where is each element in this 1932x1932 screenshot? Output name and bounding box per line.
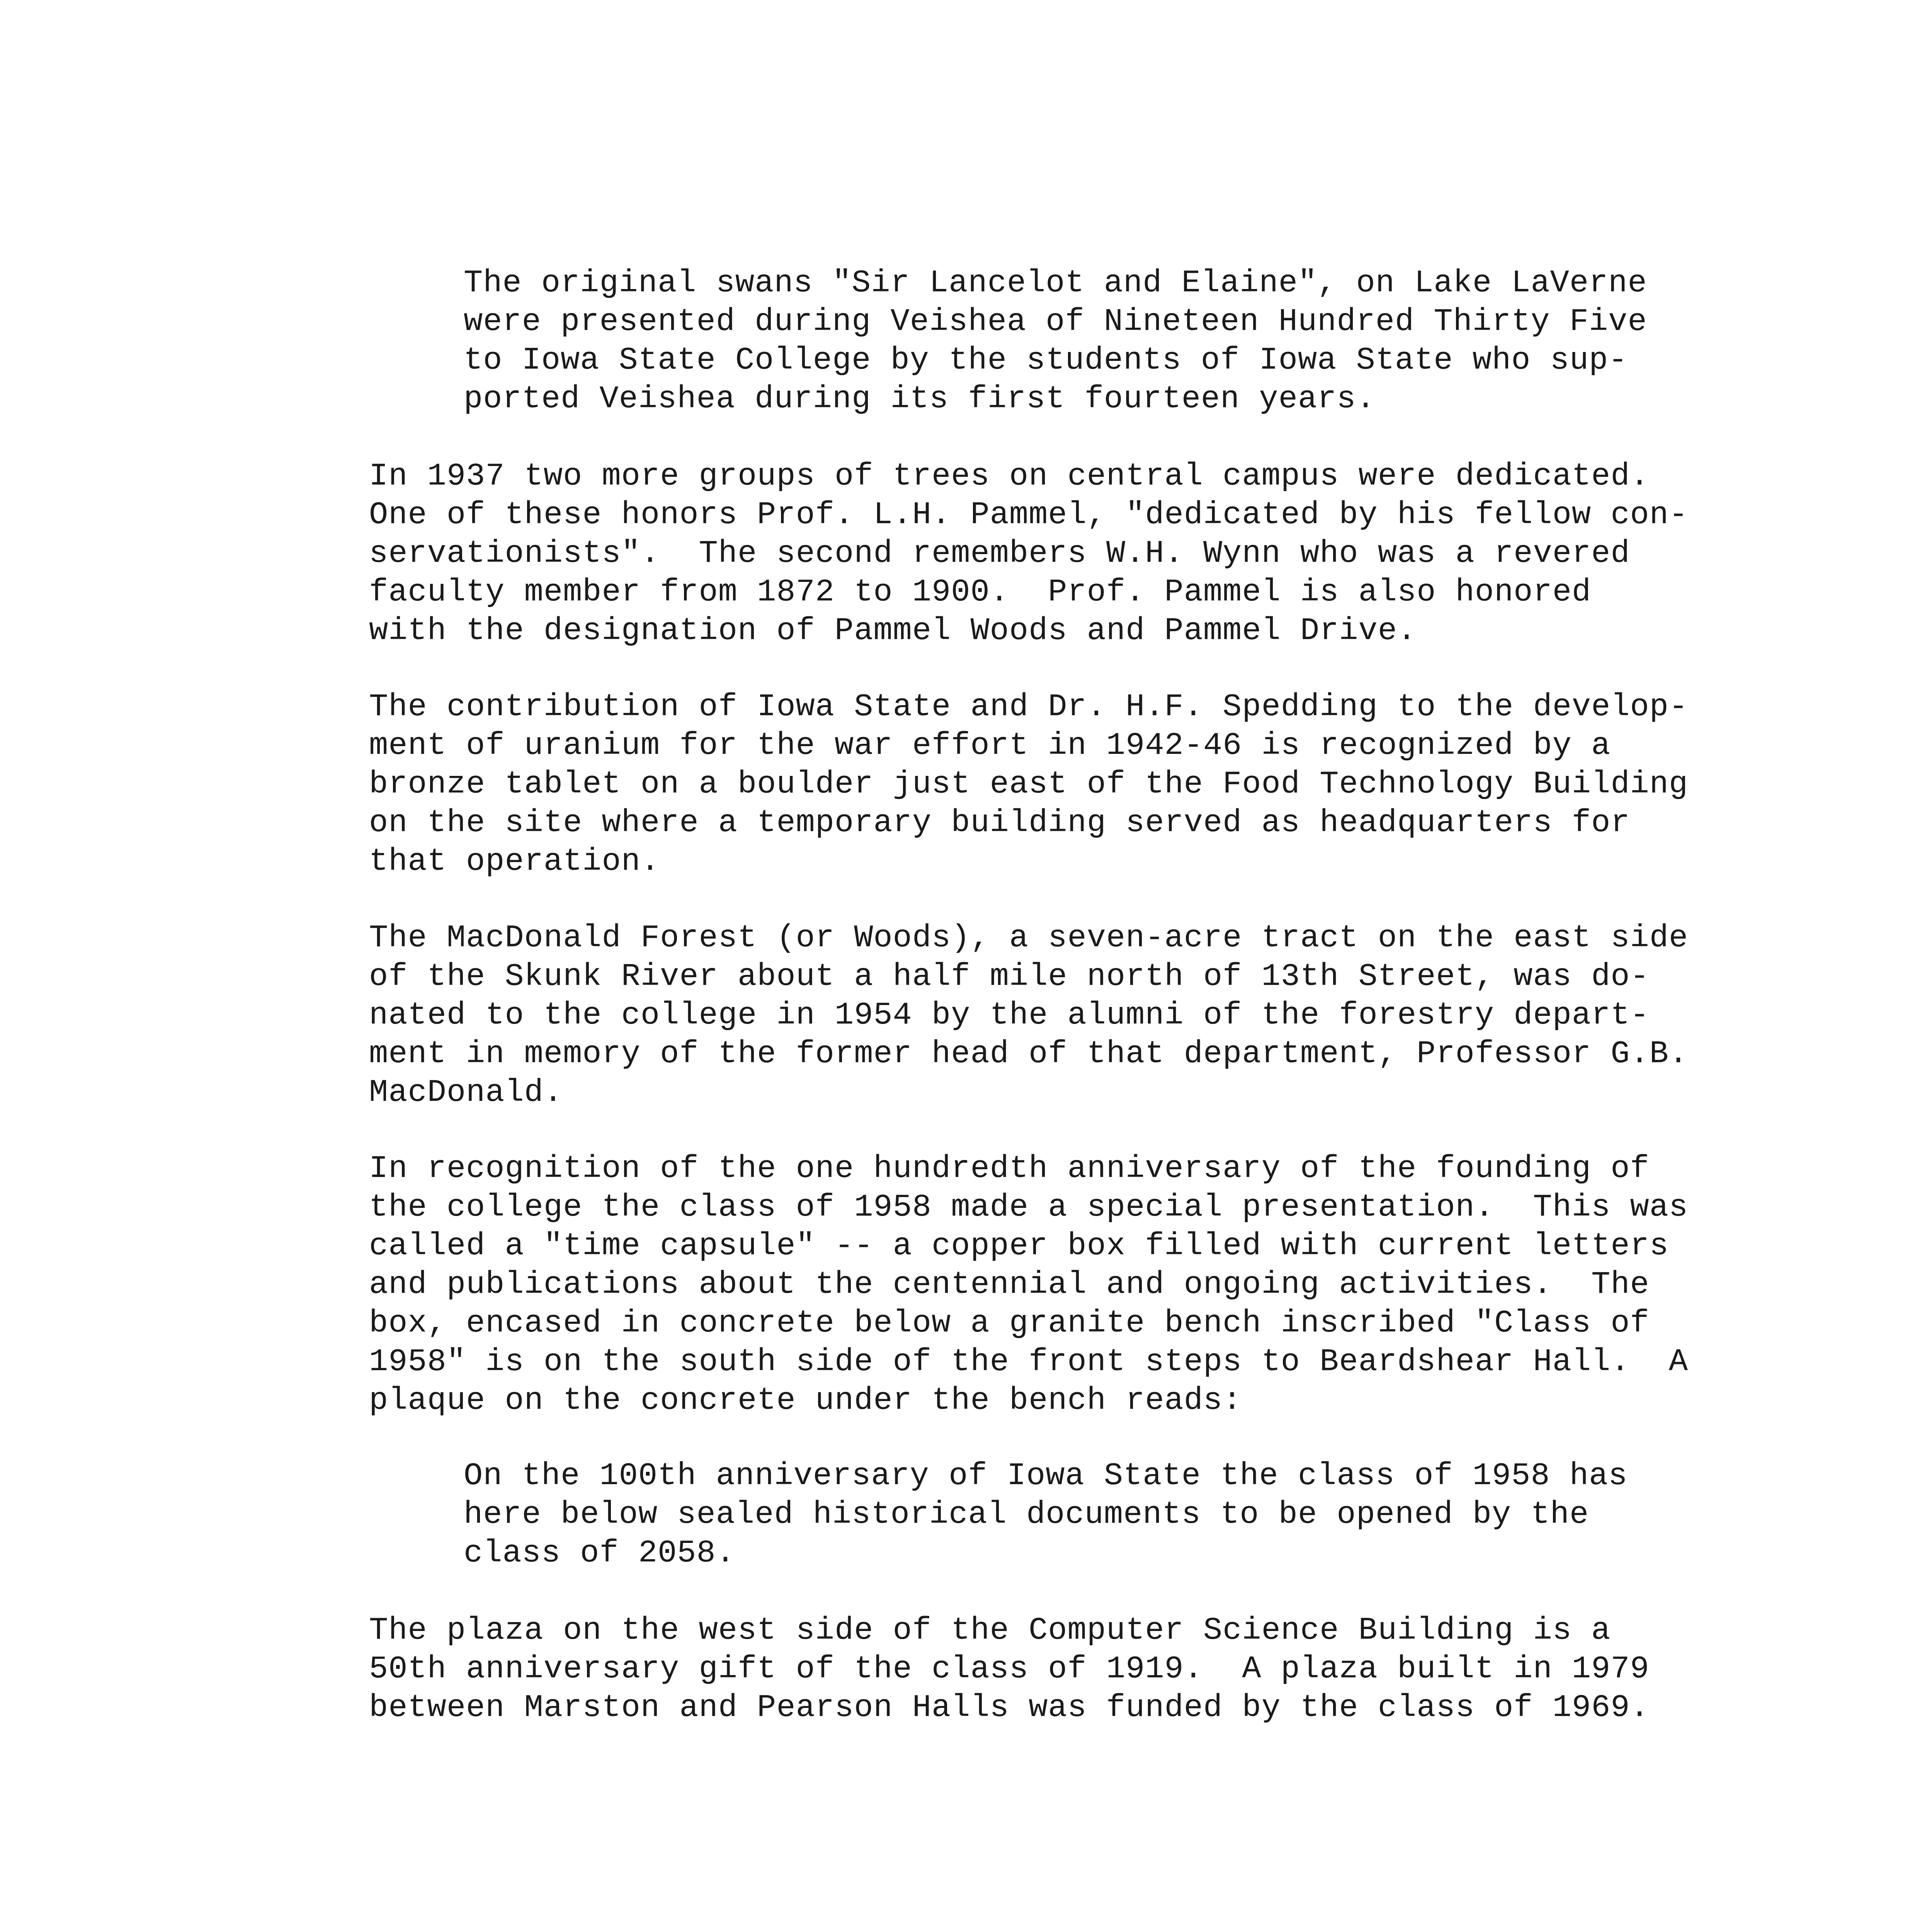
text-line: bronze tablet on a boulder just east of the Food Technology Building — [369, 766, 1689, 802]
text-line: 50th anniversary gift of the class of 1919. A plaza built in 1979 — [369, 1651, 1650, 1687]
paragraph-macdonald-forest — [369, 919, 1688, 1112]
text-line: The MacDonald Forest (or Woods), a seven-acre tract on the east side — [369, 920, 1689, 956]
text-line: box, encased in concrete below a granite bench inscribed "Class of — [369, 1305, 1650, 1341]
text-line: nated to the college in 1954 by the alumni of the forestry depart- — [369, 997, 1650, 1033]
text-line: the college the class of 1958 made a special presentation. This was — [369, 1189, 1689, 1225]
paragraph-uranium — [369, 688, 1688, 881]
text-line: The original swans "Sir Lancelot and Elaine", on Lake LaVerne — [464, 265, 1647, 301]
text-line: called a "time capsule" -- a copper box filled with current letters — [369, 1228, 1669, 1264]
text-line: faculty member from 1872 to 1900. Prof. Pammel is also honored — [369, 574, 1592, 610]
text-line: on the site where a temporary building served as headquarters for — [369, 805, 1630, 841]
text-line: class of 2058. — [464, 1535, 735, 1571]
text-line: One of these honors Prof. L.H. Pammel, "dedicated by his fellow con- — [369, 497, 1689, 533]
text-line: and publications about the centennial and ongoing activities. The — [369, 1267, 1650, 1303]
text-line: 1958" is on the south side of the front steps to Beardshear Hall. A — [369, 1344, 1689, 1380]
paragraph-time-capsule — [369, 1150, 1688, 1420]
text-line: ment of uranium for the war effort in 1942-46 is recognized by a — [369, 728, 1611, 764]
text-line: In 1937 two more groups of trees on central campus were dedicated. — [369, 458, 1650, 494]
text-line: The plaza on the west side of the Computer Science Building is a — [369, 1612, 1611, 1648]
text-line: servationists". The second remembers W.H. Wynn who was a revered — [369, 536, 1630, 571]
paragraph-swans — [464, 264, 1647, 418]
text-line: ment in memory of the former head of that department, Professor G.B. — [369, 1036, 1689, 1072]
text-line: here below sealed historical documents to be opened by the — [464, 1497, 1589, 1532]
text-line: to Iowa State College by the students of Iowa State who sup- — [464, 342, 1628, 378]
text-line: with the designation of Pammel Woods and Pammel Drive. — [369, 613, 1417, 649]
text-line: MacDonald. — [369, 1075, 563, 1111]
text-line: plaque on the concrete under the bench reads: — [369, 1383, 1242, 1418]
text-line: The contribution of Iowa State and Dr. H.F. Spedding to the develop- — [369, 689, 1689, 725]
paragraph-trees-1937 — [369, 457, 1688, 650]
paragraph-plaza — [369, 1611, 1650, 1727]
text-line: On the 100th anniversary of Iowa State the class of 1958 has — [464, 1458, 1628, 1494]
text-line: that operation. — [369, 844, 660, 879]
text-line: were presented during Veishea of Nineteen Hundred Thirty Five — [464, 304, 1647, 340]
text-line: ported Veishea during its first fourteen years. — [464, 381, 1376, 417]
text-line: of the Skunk River about a half mile north of 13th Street, was do- — [369, 959, 1650, 995]
text-line: between Marston and Pearson Halls was funded by the class of 1969. — [369, 1690, 1650, 1726]
paragraph-plaque-quote — [464, 1457, 1628, 1573]
text-line: In recognition of the one hundredth anniversary of the founding of — [369, 1151, 1650, 1187]
